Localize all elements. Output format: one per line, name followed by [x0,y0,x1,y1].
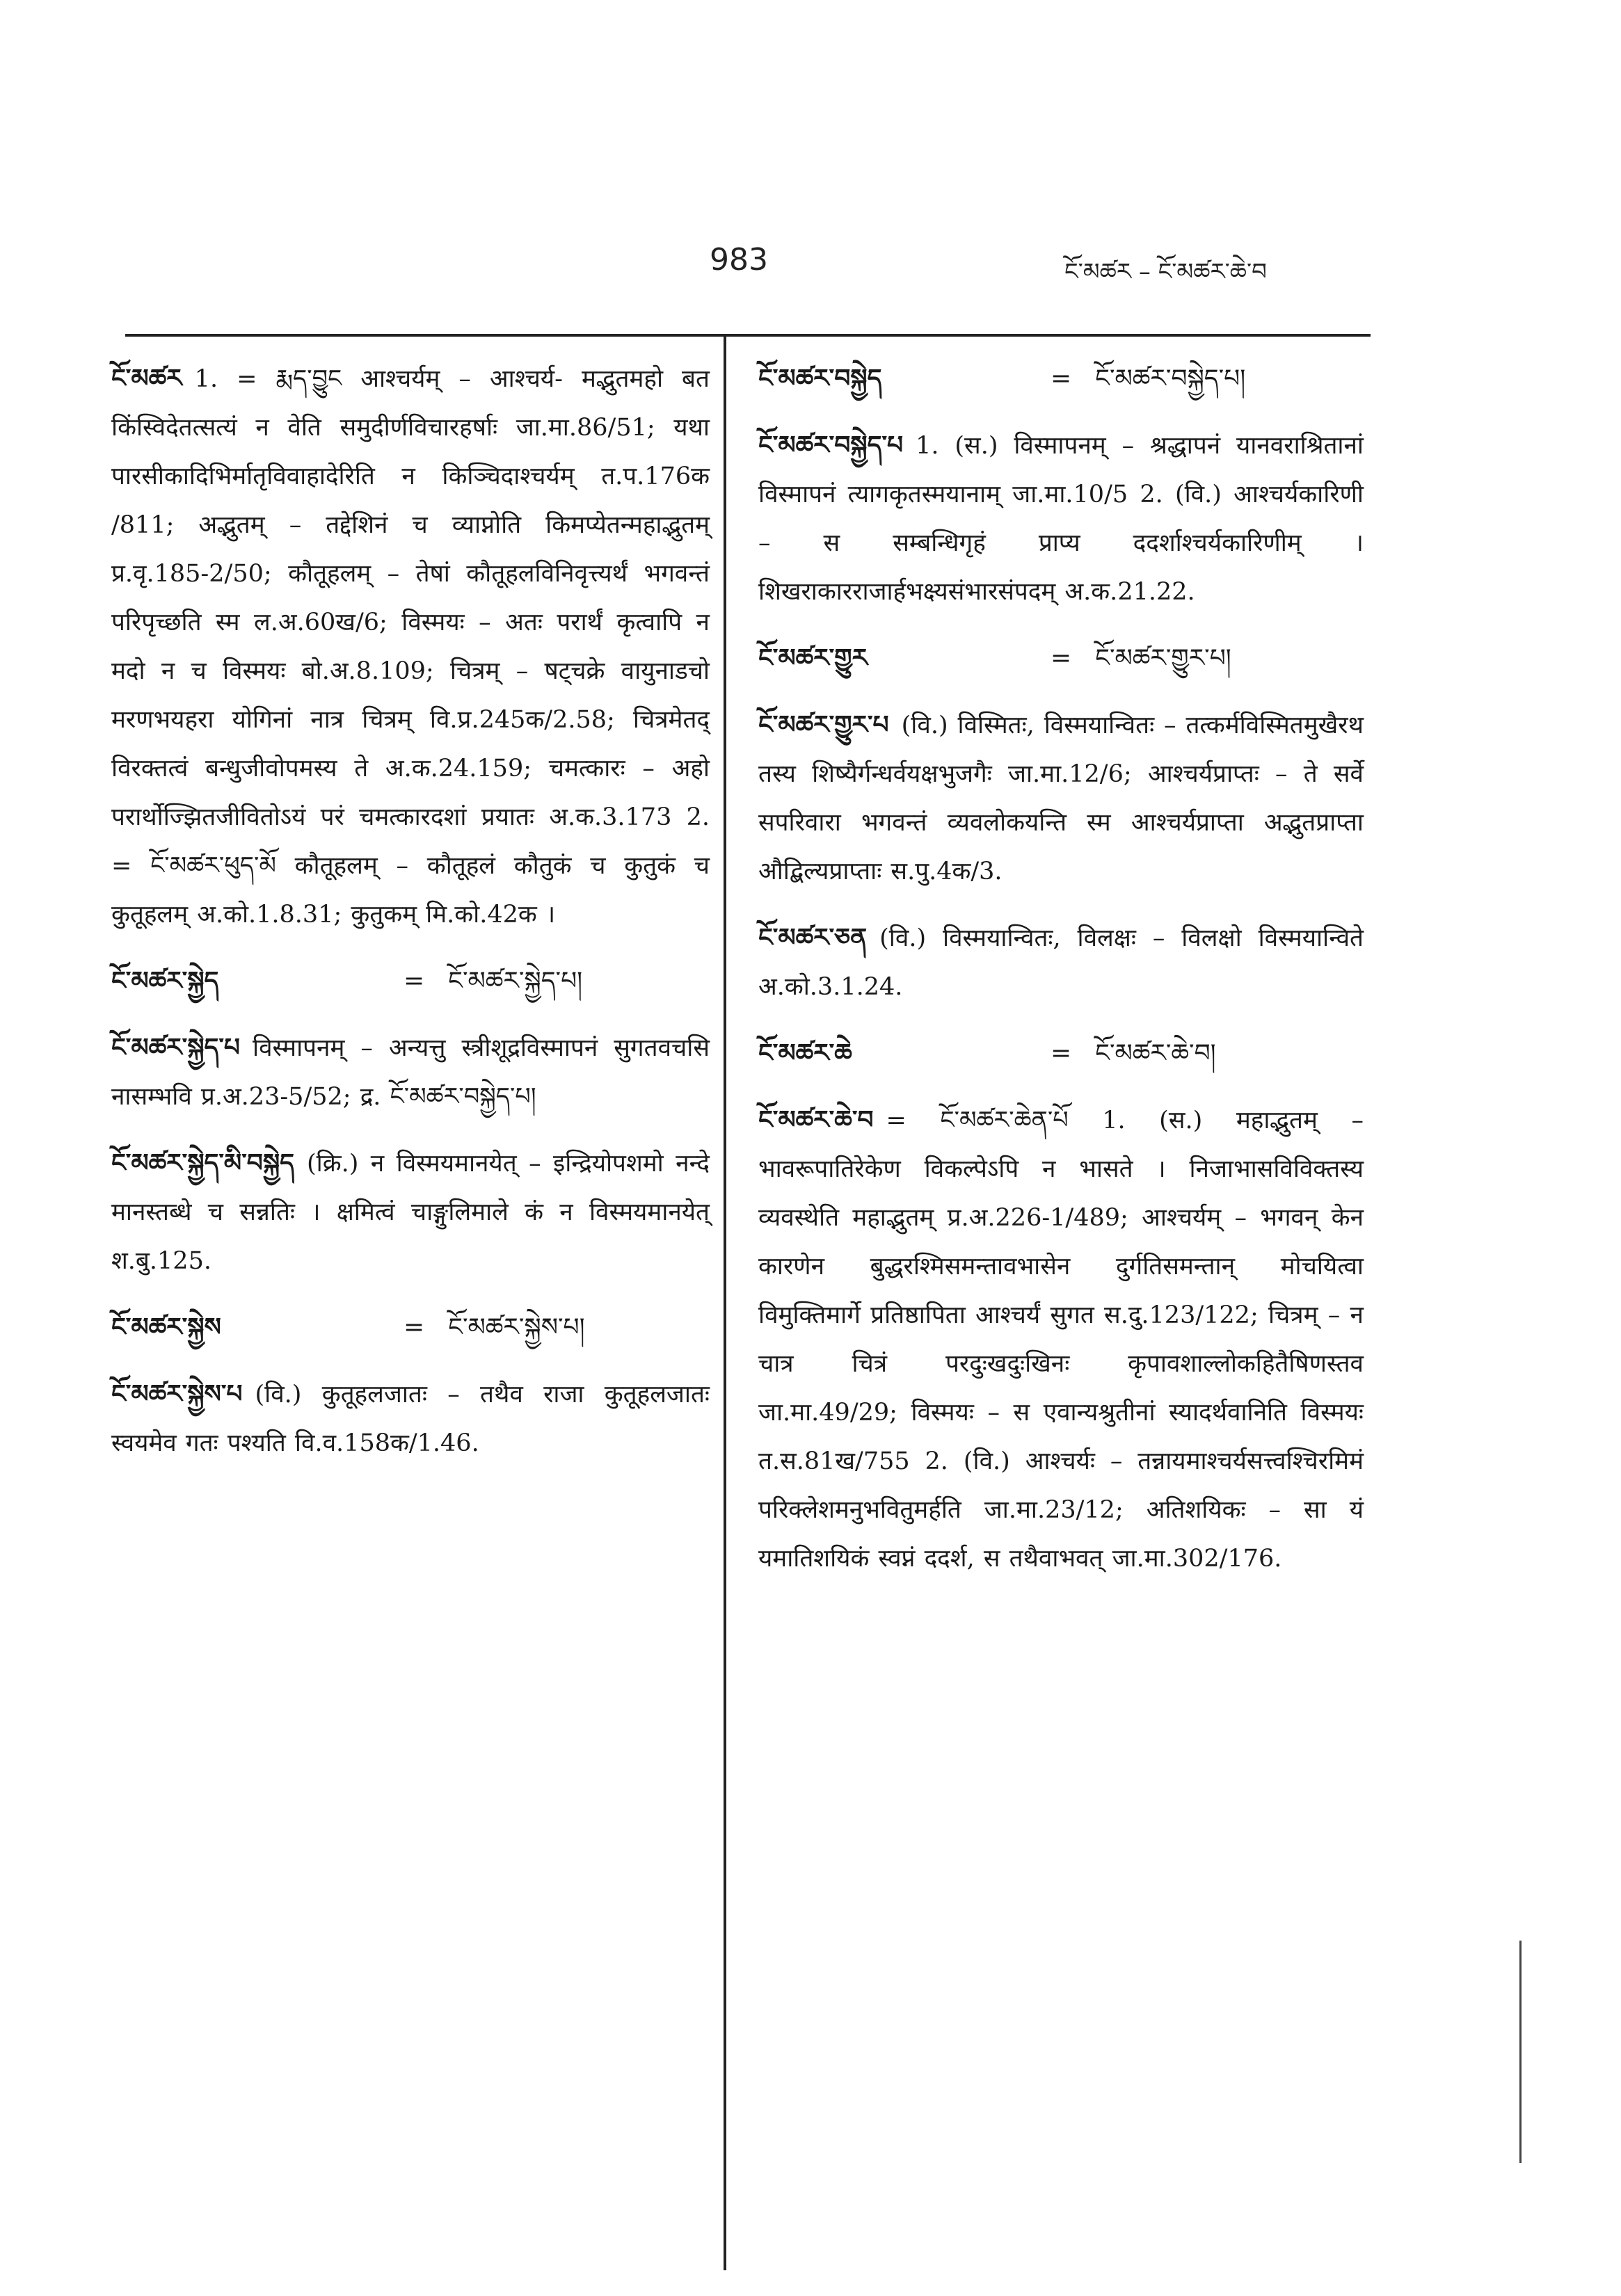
entry-headword: ངོ་མཚར་ཆེ [758,1039,852,1068]
dictionary-entry [111,1024,710,1121]
header-rule [125,334,1371,337]
dictionary-entry [758,914,1364,1011]
entry-definition: विस्मापनम् – अन्यत्तु स्त्रीशूद्रविस्मापनं सुगतवचसि नासम्भवि प्र.अ.23-5/52; द्र. ངོ་མཚར་བསྐྱེད་པ། [111,1034,710,1111]
right-column [758,355,1364,1601]
dictionary-entry [111,355,710,939]
entry-headword: ངོ་མཚར [111,364,182,393]
xref-target: ངོ་མཚར་སྐྱེད་པ། [448,967,583,995]
dictionary-xref-entry [758,1029,1364,1078]
entry-headword: ངོ་མཚར་ཅན [758,924,868,952]
entry-definition: = ངོ་མཚར་ཆེན་པོ 1. (स.) महाद्भुतम् – भावरूपातिरेकेण विकल्पेऽपि न भासते । निजाभासविविक्तस्य व्यवस्थेति महाद्भुतम् प्र.अ.226-1/489; आश्चर्यम् – भगवन् केन कारणेन बुद्धरश्मिसमन्तावभासेन दुर्गतिसमन्तान् मोचयित्वा विमुक्तिमार्गे प्रतिष्ठापिता आश्चर्यं सुगत स.दु.123/122; चित्रम् – न चात्र चित्रं परदुःखदुःखिनः कृपावशाल्लोकहितैषिणस्तव जा.मा.49/29; विस्मयः – स एवान्यश्रुतीनां स्यादर्थवानिति विस्मयः त.स.81ख/755 2. (वि.) आश्चर्यः – तन्नायमाश्चर्यसत्त्वश्चिरमिमं परिक्लेशमनुभवितुमर्हति जा.मा.23/12; अतिशयिकः – सा यं यमातिशयिकं स्वप्नं ददर्श, स तथैवाभवत् जा.मा.302/176. [758,1107,1364,1573]
dictionary-xref-entry [758,634,1364,683]
xref-target: ངོ་མཚར་སྐྱེས་པ། [448,1313,585,1342]
dictionary-xref-entry [111,1303,710,1352]
entry-definition: (वि.) विस्मयान्वितः, विलक्षः – विलक्षो विस्मयान्विते अ.को.3.1.24. [758,924,1364,1001]
page-number: 983 [710,242,768,278]
entry-headword: ངོ་མཚར་སྐྱེས་པ [111,1380,243,1408]
entry-headword: ངོ་མཚར་བསྐྱེད་པ [758,431,904,460]
equals-sign: = [1051,1039,1072,1068]
column-divider [724,337,726,2270]
equals-sign: = [1051,644,1072,673]
entry-headword: ངོ་མཚར་བསྐྱེད [758,364,882,393]
xref-target: ངོ་མཚར་བསྐྱེད་པ། [1095,364,1246,393]
entry-headword: ངོ་མཚར་སྐྱེས [111,1313,221,1342]
dictionary-entry [758,1096,1364,1583]
entry-headword: ངོ་མཚར་སྐྱེད [111,967,219,995]
entry-definition: 1. = རྨད་བྱུང आश्चर्यम् – आश्चर्य- मद्भुतमहो बत किंस्विदेतत्सत्यं न वेति समुदीर्णविचारहर्षाः जा.मा.86/51; यथा पारसीकादिभिर्मातृविवाहादेरिति न किञ्चिदाश्चर्यम् त.प.176क /811; अद्भुतम् – तद्देशिनं च व्याप्नोति किमप्येतन्महाद्भुतम् प्र.वृ.185-2/50; कौतूहलम् – तेषां कौतूहलविनिवृत्त्यर्थं भगवन्तं परिपृच्छति स्म ल.अ.60ख/6; विस्मयः – अतः परार्थं कृत्वापि न मदो न च विस्मयः बो.अ.8.109; चित्रम् – षट्चक्रे वायुनाडचो मरणभयहरा योगिनां नात्र चित्रम् वि.प्र.245क/2.58; चित्रमेतद् विरक्तत्वं बन्धुजीवोपमस्य ते अ.क.24.159; चमत्कारः – अहो परार्थोज्झितजीवितोऽयं परं चमत्कारदशां प्रयातः अ.क.3.173 2. = ངོ་མཚར་ཕུད་མོ कौतूहलम् – कौतूहलं कौतुकं च कुतुकं च कुतूहलम् अ.को.1.8.31; कुतुकम् मि.को.42क । [111,365,710,929]
entry-definition: (वि.) कुतूहलजातः – तथैव राजा कुतूहलजातः स्वयमेव गतः पश्यति वि.व.158क/1.46. [111,1381,710,1457]
entry-headword: ངོ་མཚར་གྱུར [758,644,868,673]
dictionary-xref-entry [111,957,710,1006]
entry-headword: ངོ་མཚར་སྐྱེད་མི་བསྐྱེད [111,1149,294,1178]
xref-target: ངོ་མཚར་ཆེ་བ། [1095,1039,1216,1068]
scan-margin-line [1519,1941,1522,2163]
equals-sign: = [404,967,425,995]
running-head: ངོ་མཚར – ངོ་མཚར་ཆེ་བ [1064,258,1267,286]
dictionary-entry [758,422,1364,616]
entry-headword: ངོ་མཚར་ཆེ་བ [758,1106,874,1134]
equals-sign: = [1051,364,1072,393]
dictionary-entry [758,701,1364,896]
xref-target: ངོ་མཚར་གྱུར་པ། [1095,644,1231,673]
entry-definition: 1. (स.) विस्मापनम् – श्रद्धापनं यानवराश्रितानां विस्मापनं त्यागकृतस्मयानाम् जा.मा.10/5 2. (वि.) आश्चर्यकारिणी – स सम्बन्धिगृहं प्राप्य ददर्शाश्चर्यकारिणीम् । शिखराकारराजार्हभक्ष्यसंभारसंपदम् अ.क.21.22. [758,432,1364,606]
entry-definition: (क्रि.) न विस्मयमानयेत् – इन्द्रियोपशमो नन्दे मानस्तब्धे च सन्नतिः । क्षमित्वं चाङ्गुलिमाले कं न विस्मयमानयेत् श.बु.125. [111,1150,710,1275]
entry-headword: ངོ་མཚར་གྱུར་པ [758,711,889,739]
equals-sign: = [404,1313,425,1342]
left-column [111,355,710,1486]
dictionary-entry [111,1139,710,1285]
dictionary-entry [111,1370,710,1468]
entry-headword: ངོ་མཚར་སྐྱེད་པ [111,1034,241,1062]
dictionary-xref-entry [758,355,1364,403]
entry-definition: (वि.) विस्मितः, विस्मयान्वितः – तत्कर्मविस्मितमुखैरथ तस्य शिष्यैर्गन्धर्वयक्षभुजगैः जा.मा.12/6; आश्चर्यप्राप्तः – ते सर्वे सपरिवारा भगवन्तं व्यवलोकयन्ति स्म आश्चर्यप्राप्ता अद्भुतप्राप्ता औद्बिल्यप्राप्ताः स.पु.4क/3. [758,712,1364,885]
